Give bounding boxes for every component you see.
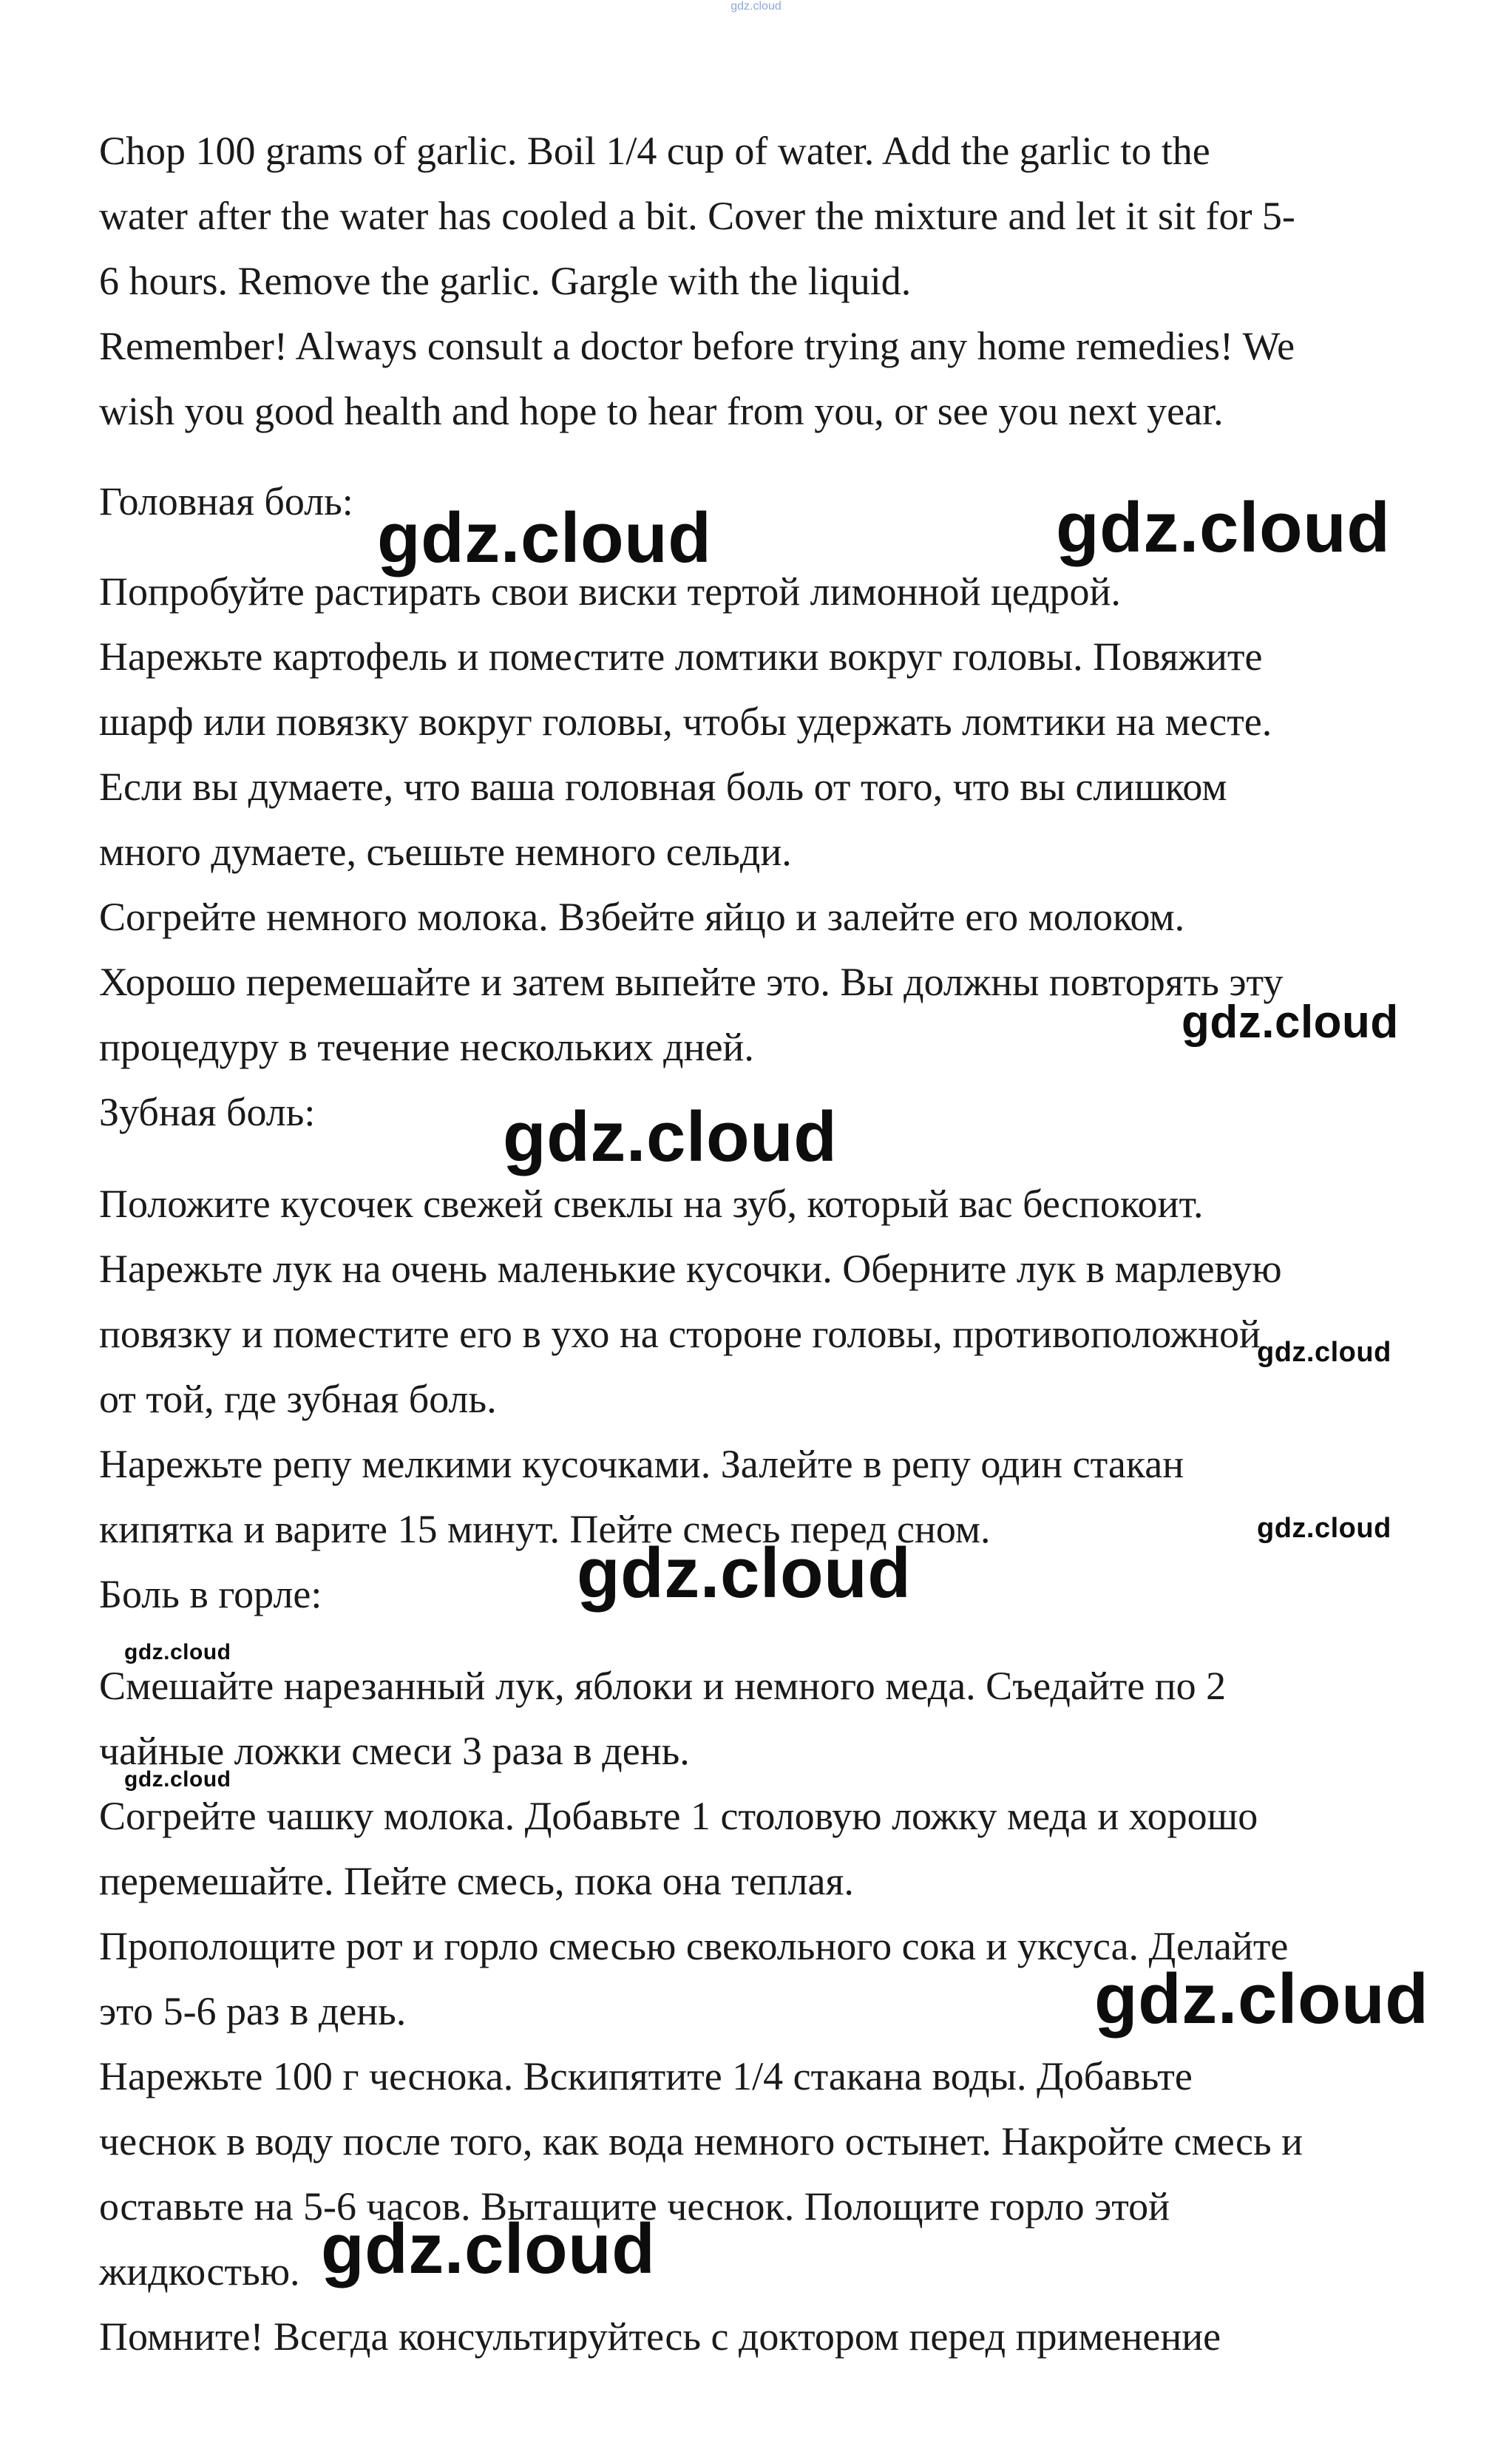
text-line: Попробуйте растирать свои виски тертой лимонной цедрой.	[99, 569, 1121, 614]
watermark: gdz.cloud	[321, 2209, 656, 2288]
heading-headache: Головная боль:	[99, 479, 353, 524]
text-line: шарф или повязку вокруг головы, чтобы удержать ломтики на месте.	[99, 699, 1272, 744]
text-line: Прополощите рот и горло смесью свекольного сока и уксуса. Делайте	[99, 1924, 1289, 1968]
text-line: 6 hours. Remove the garlic. Gargle with the liquid.	[99, 259, 912, 303]
watermark: gdz.cloud	[124, 1767, 231, 1792]
watermark: gdz.cloud	[377, 498, 712, 577]
text-line: много думаете, съешьте немного сельди.	[99, 830, 792, 874]
text-line: Хорошо перемешайте и затем выпейте это. Вы должны повторять эту	[99, 960, 1284, 1004]
section-toothache	[99, 1171, 1430, 1562]
watermark: gdz.cloud	[1094, 1959, 1429, 2039]
text-line: water after the water has cooled a bit. Cover the mixture and let it sit for 5-	[99, 194, 1295, 238]
text-line: wish you good health and hope to hear from you, or see you next year.	[99, 389, 1224, 433]
header-watermark: gdz.cloud	[730, 0, 782, 13]
text-line: кипятка и варите 15 минут. Пейте смесь перед сном.	[99, 1507, 991, 1551]
paragraph-garlic-en	[99, 118, 1430, 314]
heading-sore-throat: Боль в горле:	[99, 1572, 322, 1616]
watermark: gdz.cloud	[1182, 997, 1399, 1048]
text-line: перемешайте. Пейте смесь, пока она теплая.	[99, 1859, 854, 1903]
text-line: чайные ложки смеси 3 раза в день.	[99, 1729, 690, 1773]
text-line: Смешайте нарезанный лук, яблоки и немного меда. Съедайте по 2	[99, 1664, 1227, 1708]
paragraph-remember-en	[99, 314, 1430, 444]
text-line: Помните! Всегда консультируйтесь с доктором перед применение	[99, 2314, 1221, 2359]
watermark: gdz.cloud	[1257, 1513, 1391, 1544]
text-line: чеснок в воду после того, как вода немного остынет. Накройте смесь и	[99, 2119, 1303, 2164]
text-line: процедуру в течение нескольких дней.	[99, 1025, 754, 1069]
text-line: Нарежьте 100 г чеснока. Вскипятите 1/4 стакана воды. Добавьте	[99, 2054, 1193, 2098]
watermark: gdz.cloud	[503, 1097, 838, 1176]
text-line: от той, где зубная боль.	[99, 1377, 497, 1421]
text-line: Chop 100 grams of garlic. Boil 1/4 cup of water. Add the garlic to the	[99, 129, 1210, 173]
text-line: Согрейте немного молока. Взбейте яйцо и залейте его молоком.	[99, 895, 1185, 939]
text-line: Нарежьте лук на очень маленькие кусочки. Оберните лук в марлевую	[99, 1247, 1282, 1291]
text-line: повязку и поместите его в ухо на стороне головы, противоположной	[99, 1312, 1261, 1356]
text-line: это 5-6 раз в день.	[99, 1989, 407, 2033]
watermark: gdz.cloud	[1257, 1337, 1391, 1368]
text-line: Положите кусочек свежей свеклы на зуб, который вас беспокоит.	[99, 1182, 1204, 1226]
text-line: жидкостью.	[99, 2249, 300, 2294]
watermark: gdz.cloud	[1056, 488, 1391, 567]
text-line: Нарежьте репу мелкими кусочками. Залейте в репу один стакан	[99, 1442, 1184, 1486]
text-line: Если вы думаете, что ваша головная боль от того, что вы слишком	[99, 765, 1227, 809]
text-line: Нарежьте картофель и поместите ломтики вокруг головы. Повяжите	[99, 634, 1263, 679]
text-line: Согрейте чашку молока. Добавьте 1 столовую ложку меда и хорошо	[99, 1794, 1258, 1838]
watermark: gdz.cloud	[124, 1640, 231, 1664]
heading-toothache: Зубная боль:	[99, 1090, 316, 1134]
text-line: оставьте на 5-6 часов. Вытащите чеснок. Полощите горло этой	[99, 2184, 1170, 2229]
text-line: Remember! Always consult a doctor before trying any home remedies! We	[99, 324, 1295, 368]
watermark: gdz.cloud	[577, 1534, 912, 1613]
